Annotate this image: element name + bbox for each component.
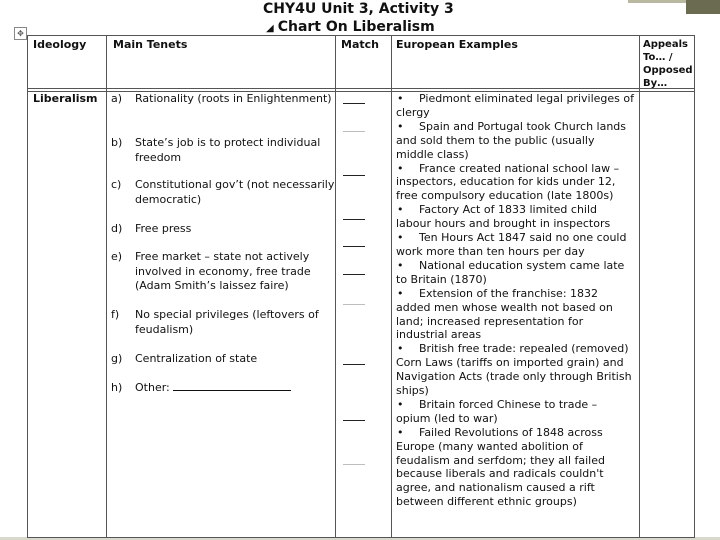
header-main-tenets: Main Tenets <box>113 38 188 51</box>
example-text: National education system came late to Britain (1870) <box>396 258 625 286</box>
example-item <box>396 203 634 231</box>
example-item <box>396 92 634 120</box>
tenet-text: Rationality (roots in Enlightenment) <box>135 92 332 105</box>
example-item <box>396 162 634 204</box>
match-blank[interactable] <box>343 420 365 421</box>
slide-subtitle-text: Chart On Liberalism <box>277 19 435 35</box>
example-text: Spain and Portugal took Church lands and sold them to the public (usually middle class) <box>396 119 627 161</box>
example-item <box>396 287 634 343</box>
tenet-letter: d) <box>111 222 123 235</box>
bullet-icon: • <box>397 342 404 356</box>
table-header-rule <box>27 88 694 89</box>
tenet-letter: c) <box>111 178 122 191</box>
tenet-letter: b) <box>111 136 123 149</box>
tenet-letter: e) <box>111 250 123 263</box>
example-item <box>396 231 634 259</box>
table-border-bottom <box>27 537 694 538</box>
bullet-icon: • <box>397 231 404 245</box>
tenet-letter: h) <box>111 381 123 394</box>
match-blank[interactable] <box>343 246 365 247</box>
tenet-text: Free market – state not actively involved in economy, free trade (Adam Smith’s laissez faire) <box>135 250 311 292</box>
example-item <box>396 120 634 162</box>
match-blank[interactable] <box>343 274 365 275</box>
tenet-item <box>111 178 336 207</box>
table-divider-examples <box>639 35 640 538</box>
example-text: Ten Hours Act 1847 said no one could work more than ten hours per day <box>396 231 627 258</box>
triangle-marker-icon: ◢ <box>266 23 274 34</box>
tenet-item <box>111 136 336 165</box>
bullet-icon: • <box>397 203 404 217</box>
tenet-item <box>111 381 336 396</box>
header-appeals: Appeals To… / Opposed By… <box>643 39 693 89</box>
tenet-text: Other: <box>135 381 170 394</box>
tenet-letter: g) <box>111 352 123 365</box>
match-blank[interactable] <box>343 364 365 365</box>
bullet-icon: • <box>397 119 404 133</box>
example-item <box>396 398 634 426</box>
example-text: Factory Act of 1833 limited child labour hours and brought in inspectors <box>396 203 611 231</box>
table-border-left <box>27 35 28 538</box>
table-divider-ideology <box>106 35 107 538</box>
match-blank[interactable] <box>343 131 365 132</box>
tenet-letter: a) <box>111 92 123 105</box>
example-item <box>396 426 634 509</box>
example-text: Failed Revolutions of 1848 across Europe (many wanted abolition of feudalism and serfdom; they all failed because liberals and radicals couldn't agree, and nationalism caused a rift between different ethnic groups) <box>396 425 605 509</box>
bullet-icon: • <box>397 425 404 439</box>
other-answer-blank[interactable] <box>173 381 291 391</box>
bullet-icon: • <box>397 397 404 411</box>
table-divider-match <box>391 35 392 538</box>
tenet-item <box>111 92 336 107</box>
tenet-text: State’s job is to protect individual freedom <box>135 136 321 164</box>
match-blank[interactable] <box>343 304 365 305</box>
tenet-letter: f) <box>111 308 120 321</box>
bullet-icon: • <box>397 258 404 272</box>
tenet-text-other <box>135 381 336 396</box>
match-blank[interactable] <box>343 219 365 220</box>
example-text: Britain forced Chinese to trade – opium (led to war) <box>396 397 598 425</box>
tenet-item <box>111 250 336 294</box>
example-text: Piedmont eliminated legal privileges of clergy <box>396 92 634 119</box>
table-border-top <box>27 35 694 36</box>
example-text: France created national school law – inspectors, education for kids under 12, free compulsory education (late 1800s) <box>396 161 620 203</box>
ideology-cell: Liberalism <box>33 92 98 105</box>
example-text: Extension of the franchise: 1832 added men whose wealth not based on land; increased representation for industrial areas <box>396 286 613 342</box>
bullet-icon: • <box>397 161 404 175</box>
tenet-text: Centralization of state <box>135 352 258 365</box>
slide-subtitle <box>266 19 435 35</box>
slide-title: CHY4U Unit 3, Activity 3 <box>263 1 454 17</box>
header-european-examples: European Examples <box>396 38 518 51</box>
tenet-text: Constitutional gov’t (not necessarily democratic) <box>135 178 335 206</box>
example-text: British free trade: repealed (removed) Corn Laws (tariffs on imported grain) and Navigation Acts (trade only through British ships) <box>396 342 632 398</box>
table-move-handle-icon[interactable]: ✥ <box>14 27 27 40</box>
match-blank[interactable] <box>343 175 365 176</box>
example-item <box>396 342 634 398</box>
table-border-right <box>694 35 695 538</box>
header-match: Match <box>341 38 379 51</box>
tenet-item <box>111 352 336 367</box>
header-ideology: Ideology <box>33 38 87 51</box>
tenet-item <box>111 308 336 337</box>
tenet-item <box>111 222 336 237</box>
tenet-text: No special privileges (leftovers of feudalism) <box>135 308 319 336</box>
european-examples-list <box>396 92 634 509</box>
match-blank[interactable] <box>343 103 365 104</box>
tenet-text: Free press <box>135 222 192 235</box>
match-blank[interactable] <box>343 464 365 465</box>
bullet-icon: • <box>397 286 404 300</box>
corner-accent-strip <box>686 0 720 14</box>
bullet-icon: • <box>397 92 404 105</box>
example-item <box>396 259 634 287</box>
